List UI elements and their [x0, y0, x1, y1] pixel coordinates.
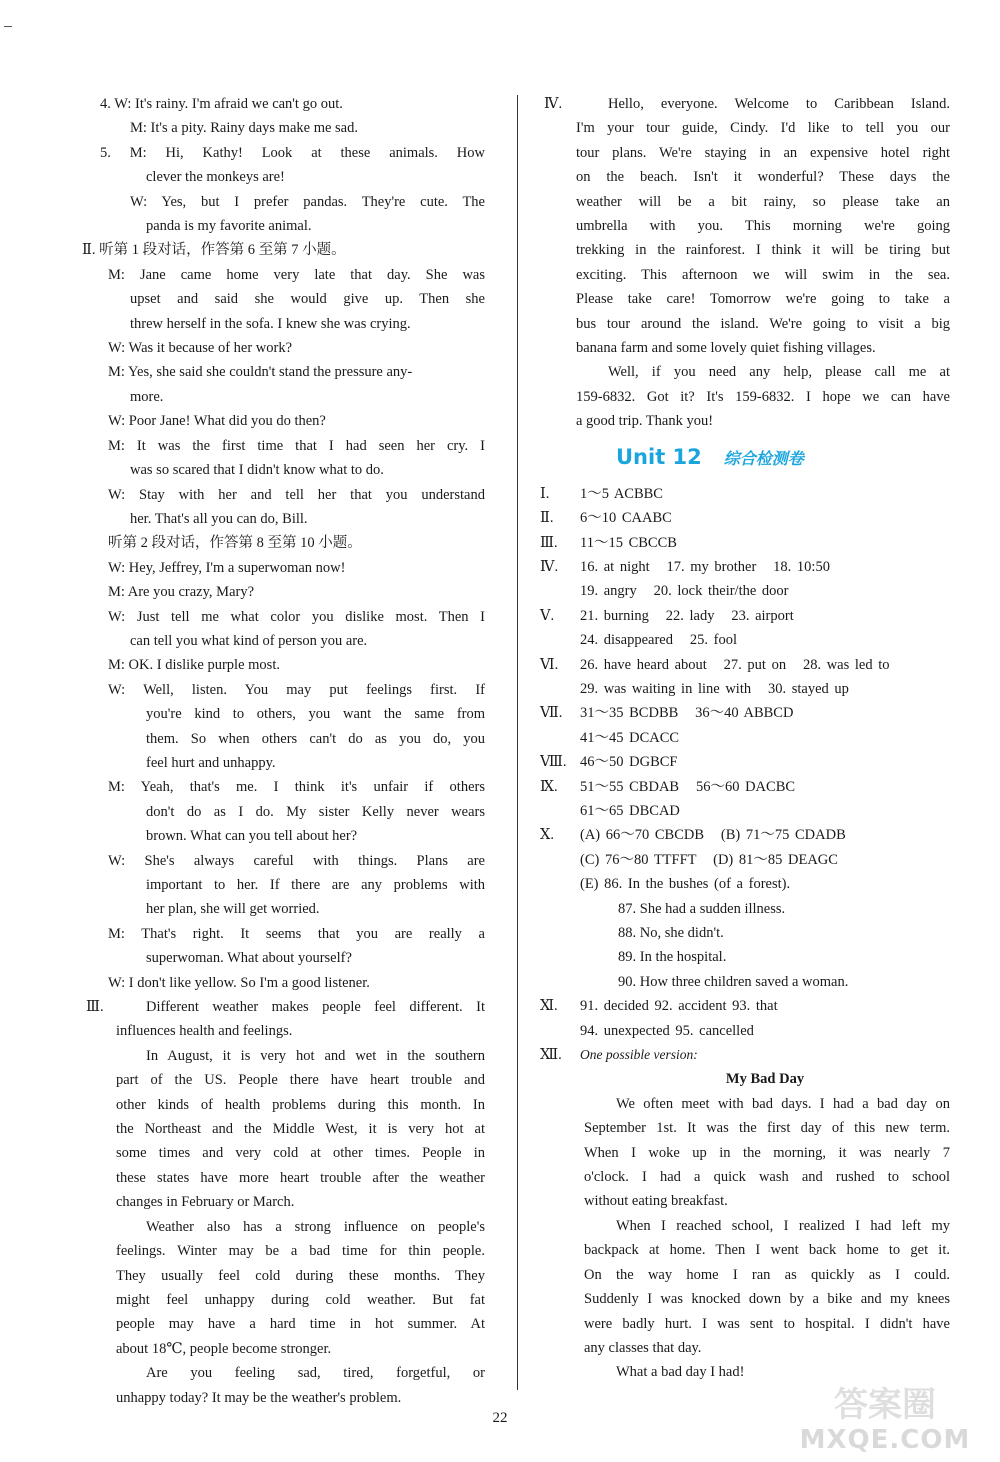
- text-line: feel hurt and unhappy.: [146, 754, 276, 771]
- text-line: 5. M: Hi, Kathy! Look at these animals. How: [100, 144, 485, 161]
- section-label: Ⅴ.: [540, 607, 555, 624]
- answer-line: 31～35 BCDBB 36～40 ABBCD: [580, 705, 794, 722]
- text-line: don't do as I do. My sister Kelly never wears: [146, 803, 485, 820]
- section-label: Ⅹ.: [540, 827, 554, 844]
- dialogue-4: [100, 92, 485, 141]
- answers-11: [540, 994, 950, 1043]
- text-line: 159-6832. Got it? It's 159-6832. I hope we can have: [576, 388, 950, 405]
- text-line: Are you feeling sad, tired, forgetful, or: [146, 1365, 485, 1382]
- text-line: We often meet with bad days. I had a bad day on: [616, 1095, 950, 1112]
- text-line: W: I don't like yellow. So I'm a good listener.: [108, 974, 370, 991]
- text-line: feelings. Winter may be a bad time for thin people.: [116, 1243, 485, 1260]
- answer-line: 1～5 ACBBC: [580, 485, 663, 502]
- answer-line: 61～65 DBCAD: [580, 802, 680, 819]
- answer-section: [540, 775, 950, 824]
- text-line: the Northeast and the Middle West, it is very hot at: [116, 1121, 485, 1138]
- text-line: 89. In the hospital.: [618, 949, 727, 966]
- text-line: M: Jane came home very late that day. She was: [108, 266, 485, 283]
- answer-line: 46～50 DGBCF: [580, 754, 678, 771]
- text-line: M: Yes, she said she couldn't stand the pressure any-: [108, 364, 413, 381]
- answer-line: 19. angry 20. lock their/the door: [580, 583, 789, 600]
- text-line: W: She's always careful with things. Plans are: [108, 852, 485, 869]
- text-line: W: Yes, but I prefer pandas. They're cute. The: [130, 193, 485, 210]
- text-line: any classes that day.: [584, 1339, 702, 1356]
- text-line: upset and said she would give up. Then she: [130, 291, 485, 308]
- section-label: Ⅳ.: [540, 558, 559, 575]
- text-line: 88. No, she didn't.: [618, 925, 724, 941]
- corner-mark: [4, 26, 12, 27]
- text-line: Hello, everyone. Welcome to Caribbean Island.: [608, 96, 950, 112]
- section-label: Ⅱ.: [540, 510, 554, 527]
- answers-e: [540, 897, 950, 995]
- text-line: In August, it is very hot and wet in the southern: [146, 1047, 485, 1064]
- text-line: M: OK. I dislike purple most.: [108, 657, 280, 674]
- text-line: her. That's all you can do, Bill.: [130, 510, 308, 527]
- answer-section: [540, 604, 950, 653]
- text-line: 87. She had a sudden illness.: [618, 900, 786, 917]
- text-line: changes in February or March.: [116, 1194, 295, 1211]
- text-line: more.: [130, 388, 164, 405]
- answer-line: 29. was waiting in line with 30. stayed up: [580, 680, 849, 697]
- passage-4: [540, 92, 950, 434]
- text-line: Weather also has a strong influence on people's: [146, 1218, 485, 1235]
- answer-section: [540, 750, 950, 774]
- unit-heading: [540, 440, 950, 474]
- text-line: them. So when others can't do as you do, you: [146, 730, 485, 747]
- answer-line: (C) 76～80 TTFFT (D) 81～85 DEAGC: [580, 851, 838, 868]
- text-line: banana farm and some lovely quiet fishing villages.: [576, 340, 876, 357]
- section-label: Ⅳ.: [544, 96, 563, 112]
- answers-12: [540, 1043, 950, 1385]
- text-line: clever the monkeys are!: [146, 169, 285, 186]
- text-line: o'clock. I had a quick wash and rushed to school: [584, 1169, 950, 1186]
- section-label: Ⅺ.: [540, 998, 558, 1015]
- page-number: 22: [492, 1410, 508, 1426]
- dialogue-2: [100, 556, 485, 995]
- answer-section: [540, 823, 950, 896]
- text-line: threw herself in the sofa. I knew she was crying.: [130, 315, 411, 332]
- text-line: influences health and feelings.: [116, 1023, 293, 1040]
- section-label: Ⅰ.: [540, 485, 550, 502]
- answer-line: 11～15 CBCCB: [580, 534, 677, 551]
- text-line: They usually feel cold during these months. They: [116, 1267, 485, 1284]
- text-line: 91. decided 92. accident 93. that: [580, 998, 778, 1015]
- text-line: unhappy today? It may be the weather's problem.: [116, 1389, 402, 1406]
- text-line: 94. unexpected 95. cancelled: [580, 1022, 754, 1039]
- unit-title: Unit 12: [616, 444, 702, 469]
- answer-line: (A) 66～70 CBCDB (B) 71～75 CDADB: [580, 827, 846, 844]
- text-line: trekking in the rainforest. I think it will be tiring but: [576, 242, 950, 259]
- text-line: M: It was the first time that I had seen her cry. I: [108, 437, 485, 454]
- text-line: M: Yeah, that's me. I think it's unfair if others: [108, 779, 485, 796]
- column-divider: [517, 95, 518, 1390]
- text-line: backpack at home. Then I went back home to get it.: [584, 1242, 950, 1259]
- answer-line: 21. burning 22. lady 23. airport: [580, 607, 794, 624]
- text-line: superwoman. What about yourself?: [146, 950, 352, 967]
- answer-section: [540, 555, 950, 604]
- text-line: some times and very cold at other times. People in: [116, 1145, 485, 1162]
- text-line: tour plans. We're staying in an expensive hotel right: [576, 144, 950, 161]
- section-label: Ⅲ.: [540, 534, 558, 551]
- answer-line: 41～45 DCACC: [580, 729, 680, 746]
- text-line: W: Poor Jane! What did you do then?: [108, 413, 326, 430]
- text-line: 90. How three children saved a woman.: [618, 973, 849, 990]
- text-line: bus tour around the island. We're going to visit a big: [576, 315, 950, 332]
- text-line: was so scared that I didn't know what to do.: [130, 462, 384, 479]
- text-line: umbrella with you. This morning we're going: [576, 218, 950, 235]
- text-line: M: That's right. It seems that you are really a: [108, 925, 485, 942]
- text-line: When I reached school, I realized I had left my: [616, 1217, 950, 1234]
- answer-line: 16. at night 17. my brother 18. 10:50: [580, 558, 830, 575]
- answer-section: [540, 482, 950, 506]
- text-line: other kinds of health problems during this month. In: [116, 1096, 485, 1113]
- text-line: I'm your tour guide, Cindy. I'd like to tell you our: [576, 120, 950, 137]
- right-column: [540, 92, 950, 1385]
- text-line: Please take care! Tomorrow we're going to take a: [576, 291, 950, 308]
- text-line: 4. W: It's rainy. I'm afraid we can't go out.: [100, 96, 343, 112]
- text-line: W: Was it because of her work?: [108, 340, 293, 357]
- text-line: brown. What can you tell about her?: [146, 828, 358, 845]
- text-line: on the beach. Isn't it wonderful? These days the: [576, 169, 950, 186]
- text-line: Different weather makes people feel different. It: [146, 999, 485, 1016]
- text-line: important to her. If there are any problems with: [146, 877, 485, 893]
- unit-subtitle: 综合检测卷: [723, 448, 804, 468]
- text-line: might feel unhappy during cold weather. But fat: [116, 1291, 485, 1308]
- answer-section: [540, 506, 950, 530]
- answer-section: [540, 701, 950, 750]
- text-line: W: Well, listen. You may put feelings first. If: [108, 681, 485, 698]
- section-heading: 听第 2 段对话，作答第 8 至第 10 小题。: [108, 535, 362, 552]
- text-line: W: Stay with her and tell her that you understand: [108, 486, 485, 503]
- text-line: weather will be a bit rainy, so please take an: [576, 193, 950, 210]
- text-line: you're kind to others, you want the same from: [146, 706, 485, 723]
- text-line: Suddenly I was knocked down by a bike and my knees: [584, 1291, 950, 1308]
- section-label: Ⅷ.: [540, 754, 567, 771]
- section-label: Ⅶ.: [540, 705, 563, 722]
- text-line: W: Hey, Jeffrey, I'm a superwoman now!: [108, 559, 346, 576]
- answer-line: 24. disappeared 25. fool: [580, 632, 737, 649]
- answer-section: [540, 531, 950, 555]
- text-line: M: Are you crazy, Mary?: [108, 584, 255, 601]
- text-line: What a bad day I had!: [616, 1364, 745, 1381]
- section-label: Ⅲ.: [86, 999, 104, 1016]
- essay-title: My Bad Day: [725, 1071, 805, 1088]
- answer-section: [540, 653, 950, 702]
- left-column: [82, 92, 485, 1410]
- text-line: September 1st. It was the first day of this new term.: [584, 1120, 950, 1137]
- text-line: W: Just tell me what color you dislike most. Then I: [108, 608, 485, 625]
- section-label: Ⅻ.: [540, 1047, 562, 1064]
- text-line: panda is my favorite animal.: [146, 218, 312, 235]
- section-label: Ⅵ.: [540, 656, 559, 673]
- answer-line: 51～55 CBDAB 56～60 DACBC: [580, 778, 796, 795]
- text-line: were badly hurt. I was sent to hospital. I didn't have: [584, 1315, 950, 1332]
- text-line: part of the US. People there have heart trouble and: [116, 1072, 485, 1089]
- answer-key: [540, 482, 950, 897]
- passage-3: [86, 995, 485, 1410]
- answer-line: (E) 86. In the bushes (of a forest).: [580, 876, 791, 893]
- answer-line: 6～10 CAABC: [580, 510, 672, 527]
- text-line: M: It's a pity. Rainy days make me sad.: [130, 120, 358, 137]
- text-line: exciting. This afternoon we will swim in the sea.: [576, 266, 950, 283]
- section-label: Ⅸ.: [540, 778, 558, 795]
- text-line: One possible version:: [580, 1047, 698, 1063]
- text-line: her plan, she will get worried.: [146, 901, 320, 918]
- text-line: a good trip. Thank you!: [576, 413, 714, 430]
- watermark-logo: 答案圈: [834, 1385, 936, 1425]
- text-line: about 18℃, people become stronger.: [116, 1340, 332, 1357]
- watermark: [790, 1382, 980, 1454]
- answer-line: 26. have heard about 27. put on 28. was led to: [580, 656, 890, 673]
- watermark-text: MXQE.COM: [799, 1425, 971, 1454]
- text-line: When I woke up in the morning, it was nearly 7: [584, 1144, 950, 1161]
- text-line: Well, if you need any help, please call me at: [608, 364, 950, 381]
- section-heading: Ⅱ. 听第 1 段对话，作答第 6 至第 7 小题。: [82, 242, 346, 259]
- text-line: On the way home I ran as quickly as I could.: [584, 1266, 950, 1283]
- dialogue-1: [100, 263, 485, 531]
- text-line: without eating breakfast.: [584, 1193, 728, 1210]
- text-line: people may have a hard time in hot summer. At: [116, 1316, 485, 1333]
- text-line: can tell you what kind of person you are.: [130, 632, 368, 649]
- dialogue-5: [100, 141, 485, 239]
- text-line: these states have more heart trouble after the weather: [116, 1169, 485, 1186]
